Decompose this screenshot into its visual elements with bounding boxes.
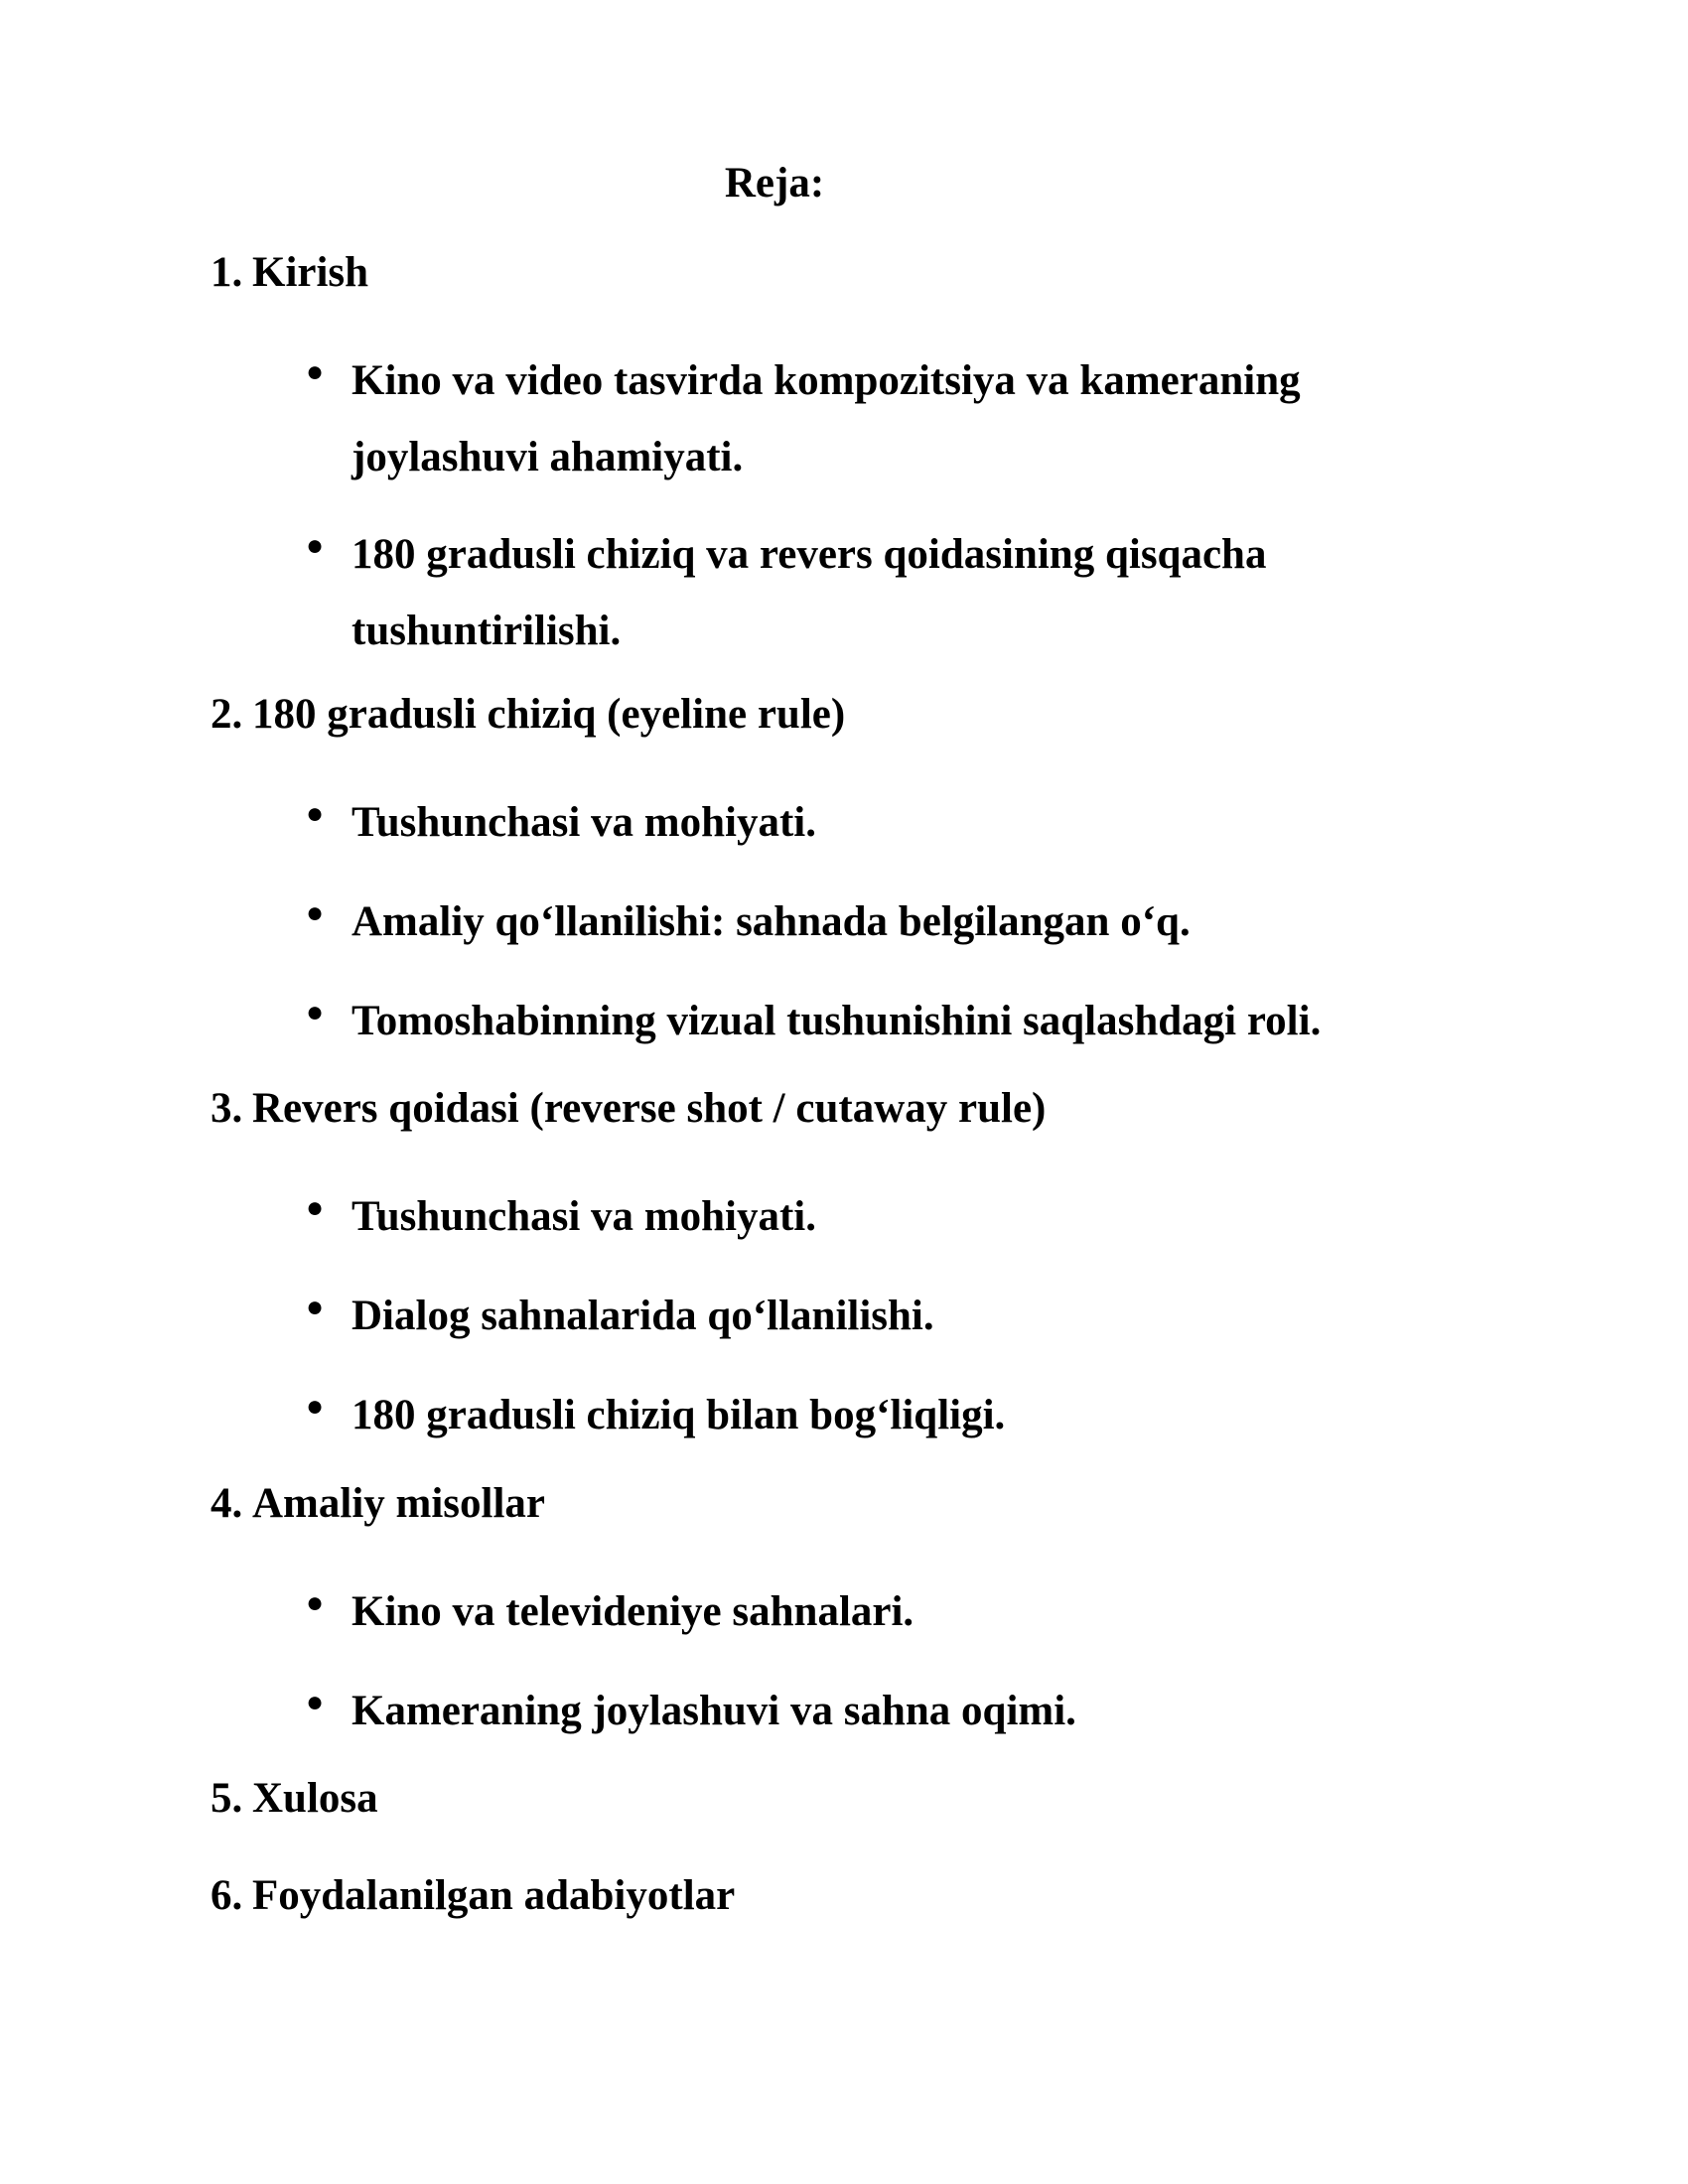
list-item-text: Dialog sahnalarida qo‘llanilishi. bbox=[352, 1293, 934, 1339]
section-number: 4. bbox=[211, 1480, 243, 1527]
section-label: Foydalanilgan adabiyotlar bbox=[252, 1872, 736, 1919]
bullet-icon: ● bbox=[306, 896, 325, 929]
list-item-text: Kino va televideniye sahnalari. bbox=[352, 1588, 914, 1635]
list-item bbox=[306, 1573, 1398, 1650]
bullet-icon: ● bbox=[306, 1291, 325, 1323]
section-heading-revers-qoidasi bbox=[211, 1079, 1501, 1139]
section-number: 2. bbox=[211, 691, 243, 738]
bullet-icon: ● bbox=[306, 1686, 325, 1718]
section-heading-xulosa bbox=[211, 1769, 1501, 1829]
list-item bbox=[306, 1278, 1398, 1354]
list-item-text: Kameraning joylashuvi va sahna oqimi. bbox=[352, 1688, 1076, 1734]
bullet-icon: ● bbox=[306, 996, 325, 1028]
list-item bbox=[306, 784, 1398, 861]
section-label: Revers qoidasi (reverse shot / cutaway rule) bbox=[252, 1085, 1047, 1132]
section-heading-180-gradusli-chiziq bbox=[211, 685, 1501, 745]
section-number: 6. bbox=[211, 1872, 243, 1919]
bullet-icon: ● bbox=[306, 355, 325, 388]
bullet-icon: ● bbox=[306, 1191, 325, 1224]
list-item bbox=[306, 983, 1398, 1059]
bullet-icon: ● bbox=[306, 797, 325, 830]
list-item-text: Tomoshabinning vizual tushunishini saqlashdagi roli. bbox=[352, 998, 1322, 1044]
section-heading-kirish bbox=[211, 243, 1501, 303]
page-title: Reja: bbox=[724, 160, 825, 206]
list-item-text: Tushunchasi va mohiyati. bbox=[352, 1193, 817, 1240]
section-number: 1. bbox=[211, 249, 243, 296]
bullet-icon: ● bbox=[306, 529, 325, 562]
section-heading-amaliy-misollar bbox=[211, 1474, 1501, 1534]
list-item-text: 180 gradusli chiziq bilan bog‘liqligi. bbox=[352, 1392, 1006, 1438]
list-item bbox=[306, 516, 1398, 669]
list-item bbox=[306, 1673, 1398, 1749]
section-label: Kirish bbox=[252, 249, 369, 296]
section-label: 180 gradusli chiziq (eyeline rule) bbox=[252, 691, 846, 738]
list-item-text: Amaliy qo‘llanilishi: sahnada belgilangan o‘q. bbox=[352, 898, 1191, 945]
section-number: 5. bbox=[211, 1775, 243, 1822]
list-item-text: Kino va video tasvirda kompozitsiya va kameraning joylashuvi ahamiyati. bbox=[352, 357, 1301, 480]
section-heading-foydalanilgan-adabiyotlar bbox=[211, 1866, 1501, 1926]
bullet-icon: ● bbox=[306, 1586, 325, 1619]
section-label: Amaliy misollar bbox=[252, 1480, 545, 1527]
list-item bbox=[306, 1178, 1398, 1255]
section-number: 3. bbox=[211, 1085, 243, 1132]
list-item bbox=[306, 342, 1398, 495]
section-label: Xulosa bbox=[252, 1775, 378, 1822]
list-item bbox=[306, 1377, 1398, 1453]
list-item-text: Tushunchasi va mohiyati. bbox=[352, 799, 817, 846]
list-item-text: 180 gradusli chiziq va revers qoidasining qisqacha tushuntirilishi. bbox=[352, 531, 1267, 654]
bullet-icon: ● bbox=[306, 1390, 325, 1423]
list-item bbox=[306, 884, 1398, 960]
